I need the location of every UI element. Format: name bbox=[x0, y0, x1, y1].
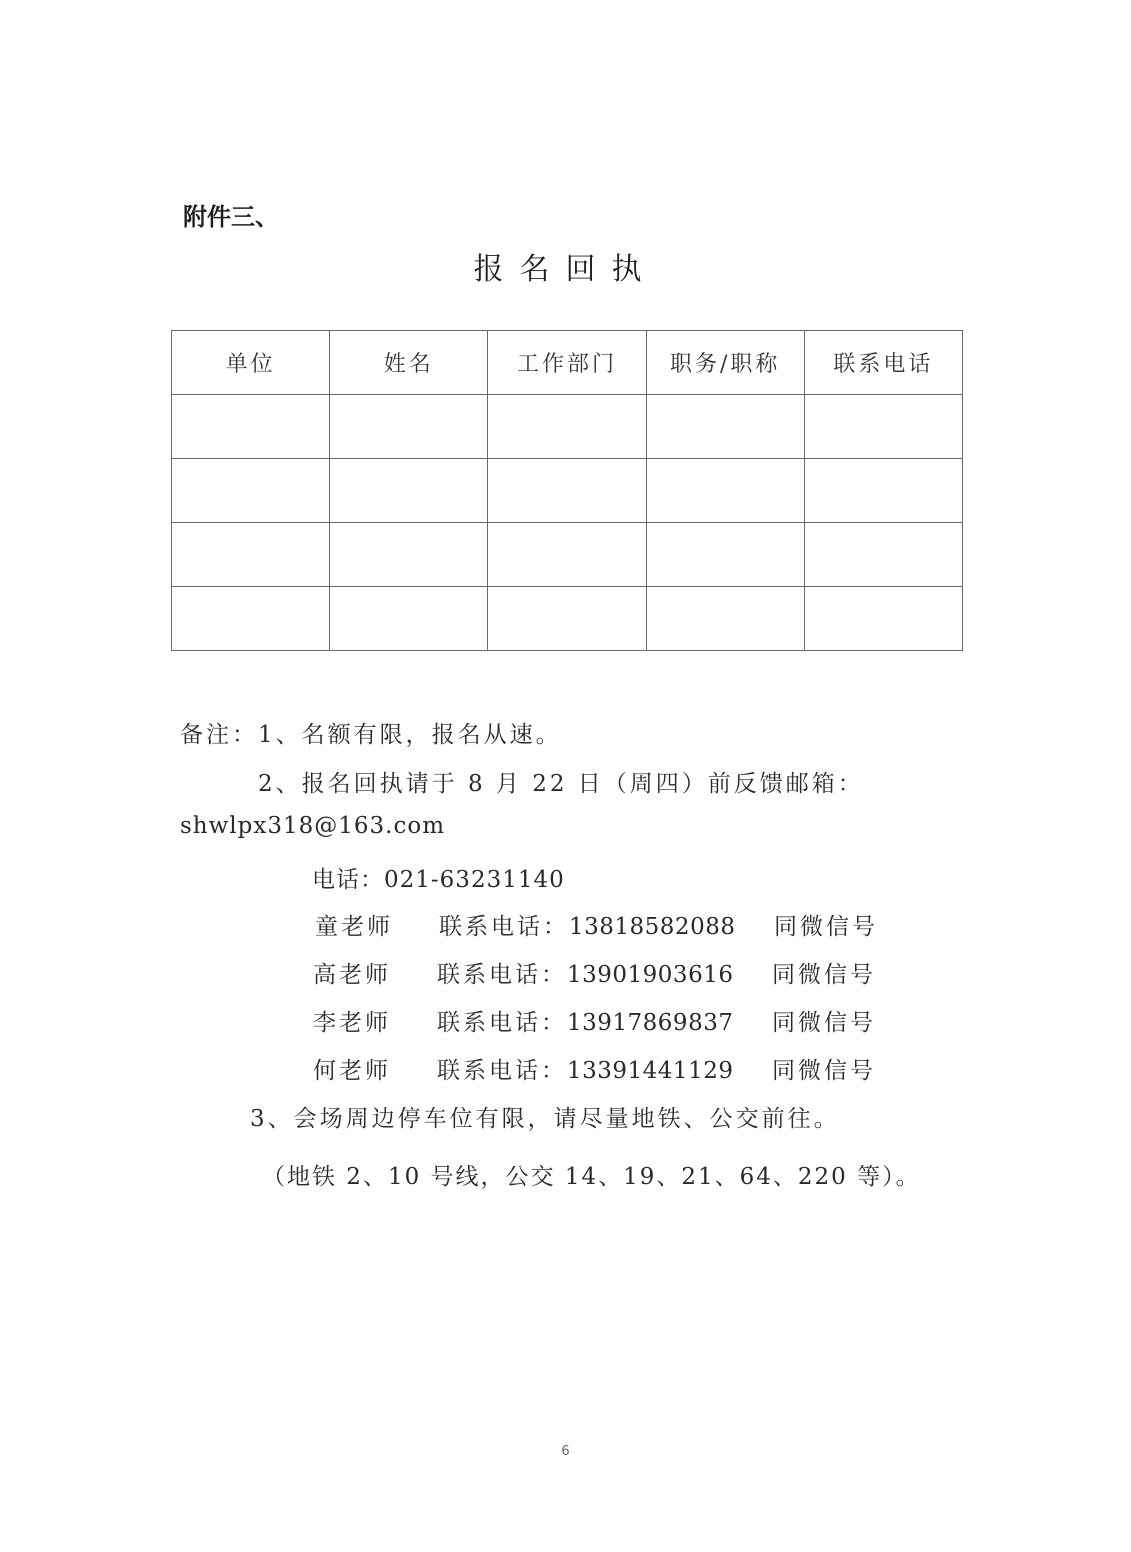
contact-label: 联系电话： bbox=[439, 914, 569, 940]
contact-label: 联系电话： bbox=[437, 1010, 567, 1036]
contact-row bbox=[313, 1052, 876, 1085]
contact-row bbox=[313, 956, 876, 989]
page-number: 6 bbox=[561, 1444, 570, 1459]
attachment-label: 附件三、 bbox=[183, 203, 279, 231]
table-cell[interactable] bbox=[646, 523, 804, 587]
table-cell[interactable] bbox=[330, 459, 488, 523]
table-cell[interactable] bbox=[172, 587, 330, 651]
contact-wechat: 同微信号 bbox=[772, 1058, 876, 1084]
contact-name: 童老师 bbox=[315, 914, 393, 940]
contact-row bbox=[315, 908, 878, 941]
contact-wechat: 同微信号 bbox=[772, 962, 876, 988]
header-phone: 联系电话 bbox=[804, 331, 962, 395]
table-cell[interactable] bbox=[488, 523, 646, 587]
header-name: 姓名 bbox=[330, 331, 488, 395]
contact-wechat: 同微信号 bbox=[774, 914, 878, 940]
table-cell[interactable] bbox=[488, 587, 646, 651]
note-line-2: 2、报名回执请于 8 月 22 日（周四）前反馈邮箱： bbox=[258, 771, 864, 797]
registration-table bbox=[171, 330, 963, 651]
contact-label: 联系电话： bbox=[437, 962, 567, 988]
contact-wechat: 同微信号 bbox=[772, 1010, 876, 1036]
note-phone: 电话：021-63231140 bbox=[312, 867, 565, 893]
table-cell[interactable] bbox=[488, 395, 646, 459]
table-cell[interactable] bbox=[646, 459, 804, 523]
contact-phone: 13818582088 bbox=[569, 914, 736, 940]
table-row bbox=[172, 395, 963, 459]
table-cell[interactable] bbox=[330, 523, 488, 587]
table-cell[interactable] bbox=[804, 587, 962, 651]
table-row bbox=[172, 523, 963, 587]
note-line-4: （地铁 2、10 号线，公交 14、19、21、64、220 等）。 bbox=[262, 1164, 921, 1190]
table-cell[interactable] bbox=[488, 459, 646, 523]
note-email: shwlpx318@163.com bbox=[180, 813, 446, 839]
note-line-3: 3、会场周边停车位有限，请尽量地铁、公交前往。 bbox=[250, 1106, 840, 1132]
table-cell[interactable] bbox=[804, 523, 962, 587]
table-cell[interactable] bbox=[804, 395, 962, 459]
table-cell[interactable] bbox=[330, 587, 488, 651]
table-row bbox=[172, 459, 963, 523]
table-row bbox=[172, 587, 963, 651]
contact-phone: 13901903616 bbox=[567, 962, 734, 988]
table-cell[interactable] bbox=[646, 587, 804, 651]
contact-row bbox=[313, 1004, 876, 1037]
page-title: 报名回执 bbox=[473, 252, 658, 287]
contact-label: 联系电话： bbox=[437, 1058, 567, 1084]
table-cell[interactable] bbox=[804, 459, 962, 523]
contact-phone: 13391441129 bbox=[567, 1058, 734, 1084]
table-cell[interactable] bbox=[330, 395, 488, 459]
note-line-1: 备注：1、名额有限，报名从速。 bbox=[180, 722, 562, 748]
contact-name: 李老师 bbox=[313, 1010, 391, 1036]
contact-name: 何老师 bbox=[313, 1058, 391, 1084]
table-cell[interactable] bbox=[172, 459, 330, 523]
header-position: 职务/职称 bbox=[646, 331, 804, 395]
contact-name: 高老师 bbox=[313, 962, 391, 988]
header-department: 工作部门 bbox=[488, 331, 646, 395]
table-header-row bbox=[172, 331, 963, 395]
table-cell[interactable] bbox=[172, 523, 330, 587]
contact-phone: 13917869837 bbox=[567, 1010, 734, 1036]
header-unit: 单位 bbox=[172, 331, 330, 395]
table-cell[interactable] bbox=[646, 395, 804, 459]
table-cell[interactable] bbox=[172, 395, 330, 459]
